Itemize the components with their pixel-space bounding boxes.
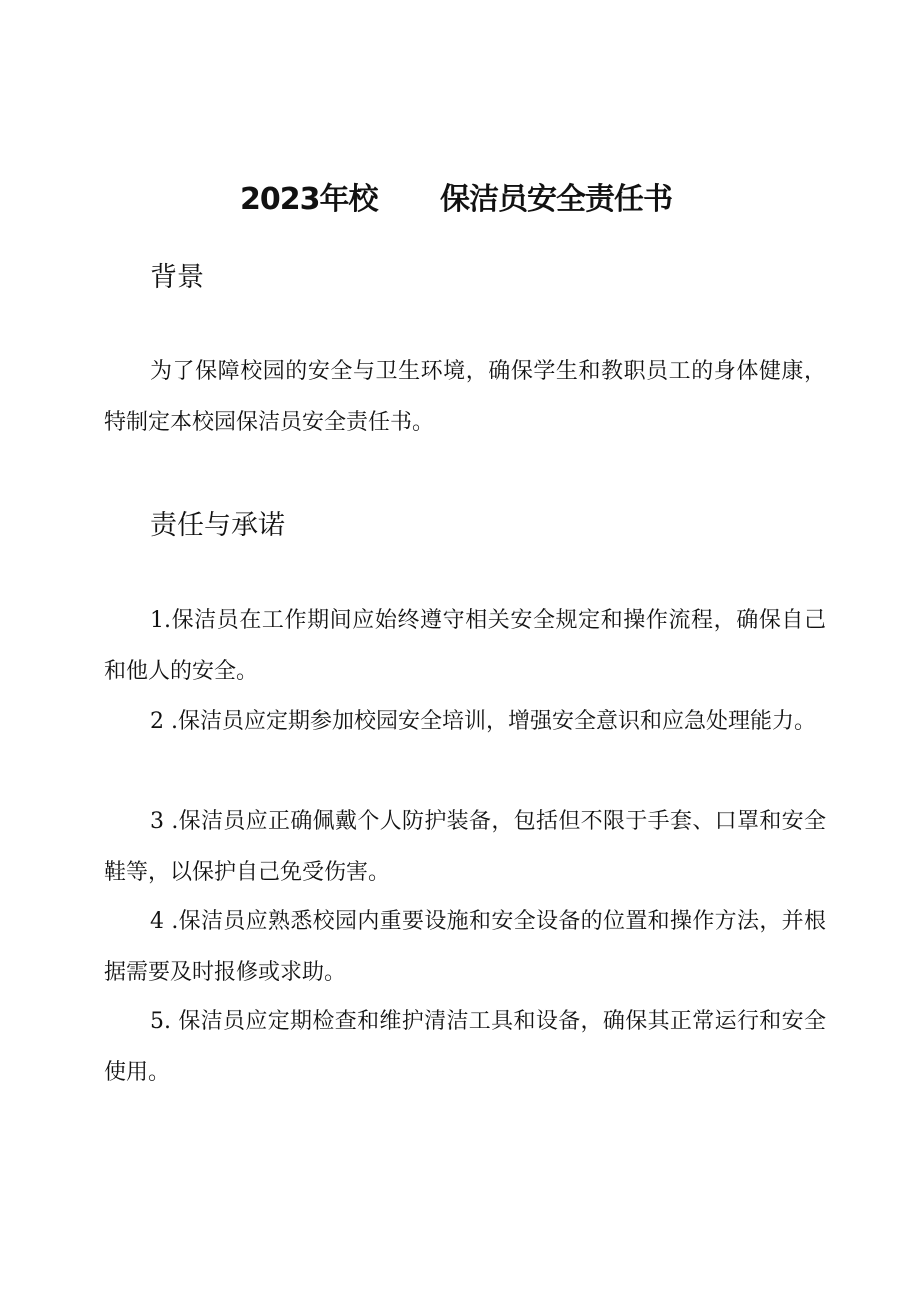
section-heading-background: 背景 xyxy=(150,262,204,293)
responsibility-item-2: 2 .保洁员应定期参加校园安全培训，增强安全意识和应急处理能力。 xyxy=(150,709,816,734)
responsibility-item-1: 1.保洁员在工作期间应始终遵守相关安全规定和操作流程，确保自己和他人的安全。 xyxy=(104,608,826,684)
background-paragraph: 为了保障校园的安全与卫生环境，确保学生和教职员工的身体健康，特制定本校园保洁员安全责任书。 xyxy=(104,359,826,435)
title-main-part: 保洁员安全责任书 xyxy=(440,182,672,217)
responsibility-item-5: 5. 保洁员应定期检查和维护清洁工具和设备，确保其正常运行和安全使用。 xyxy=(104,1009,826,1085)
document-title xyxy=(0,178,920,226)
responsibility-item-4: 4 .保洁员应熟悉校园内重要设施和安全设备的位置和操作方法，并根据需要及时报修或求助。 xyxy=(104,909,826,985)
title-year-part: 2023年校 xyxy=(240,182,378,217)
section-heading-responsibilities: 责任与承诺 xyxy=(150,510,285,541)
responsibility-item-3: 3 .保洁员应正确佩戴个人防护装备，包括但不限于手套、口罩和安全鞋等，以保护自己免受伤害。 xyxy=(104,809,826,885)
